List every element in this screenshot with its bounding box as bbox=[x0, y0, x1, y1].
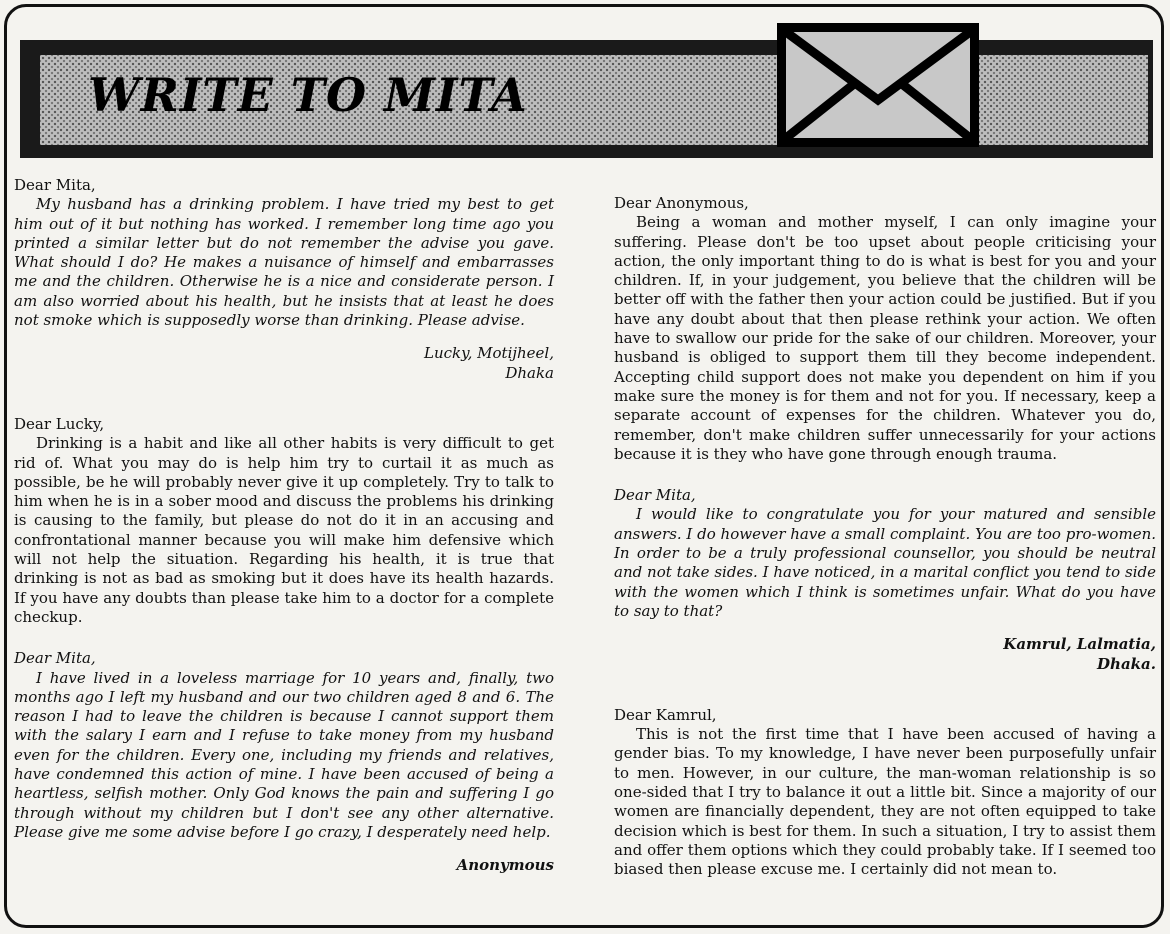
letter-signature-city: Dhaka. bbox=[1097, 654, 1156, 673]
letter-signature: Kamrul, Lalmatia, bbox=[1003, 635, 1156, 654]
reply-body: Drinking is a habit and like all other habits is very difficult to get rid of. What you may do is help him try to curtail it as much as possible, be he will probably never give it up completely. Try to talk to him when he is in a sober mood and discuss the problems his drinking is causing to the family, but please do not do it in an accusing and confrontational manner because you will make him defensive which will not help the situation. Regarding his health, it is true that drinking is not as bad as smoking but it does have its health hazards. If you have any doubts than please take him to a doctor for a complete checkup. bbox=[14, 434, 554, 626]
reply-body: This is not the first time that I have been accused of having a gender bias. To my knowledge, I have never been purposefully unfair to men. However, in our culture, the man-woman relationship is so one-sided that I try to balance it out a little bit. Since a majority of our women are financially dependent, they are not often equipped to take decision which is best for them. In such a situation, I try to assist them and offer them options which they could probably take. If I seemed too biased then please excuse me. I certainly did not mean to. bbox=[614, 725, 1156, 879]
right-column bbox=[614, 194, 1156, 880]
letter-salutation: Dear Mita, bbox=[14, 649, 96, 668]
reply-salutation: Dear Anonymous, bbox=[614, 194, 749, 212]
reply-body: Being a woman and mother myself, I can only imagine your suffering. Please don't be too upset about people criticising your action, the only important thing to do is what is best for you and your children. If, in your judgement, you believe that the children will be better off with the father then your action could be justified. But if you have any doubt about that then please rethink your action. We often have to swallow our pride for the sake of our children. Moreover, your husband is obliged to support them till they become independent. Accepting child support does not make you dependent on him if you make sure the money is for them and not for you. If necessary, keep a separate account of expenses for the children. Whatever you do, remember, don't make children suffer unnecessarily for your actions because it is they who have gone through enough trauma. bbox=[614, 213, 1156, 463]
left-column bbox=[14, 176, 554, 876]
letter-signature-city: Dhaka bbox=[505, 363, 554, 382]
letter-salutation: Dear Mita, bbox=[614, 486, 696, 505]
letter-signature: Anonymous bbox=[456, 856, 554, 875]
letter-signature: Lucky, Motijheel, bbox=[424, 344, 554, 363]
column-title: WRITE TO MITA bbox=[88, 68, 528, 122]
letter-body: My husband has a drinking problem. I have tried my best to get him out of it but nothing has worked. I remember long time ago you printed a similar letter but do not remember the advise you gave. What should I do? He makes a nuisance of himself and embarrasses me and the children. Otherwise he is a nice and considerate person. I am also worried about his health, but he insists that at least he does not smoke which is supposedly worse than drinking. Please advise. bbox=[14, 195, 554, 330]
letter-body: I would like to congratulate you for your matured and sensible answers. I do however have a small complaint. You are too pro-women. In order to be a truly professional counsellor, you should be neutral and not take sides. I have noticed, in a marital conflict you tend to side with the women which I think is sometimes unfair. What do you have to say to that? bbox=[614, 505, 1156, 620]
letter-salutation: Dear Mita, bbox=[14, 176, 96, 194]
reply-salutation: Dear Kamrul, bbox=[614, 705, 717, 724]
reply-salutation: Dear Lucky, bbox=[14, 414, 105, 433]
envelope-icon bbox=[772, 18, 984, 152]
letter-body: I have lived in a loveless marriage for 10 years and, finally, two months ago I left my husband and our two children aged 8 and 6. The reason I had to leave the children is because I cannot support them with the salary I earn and I refuse to take money from my husband even for the children. Every one, including my friends and relatives, have condemned this action of mine. I have been accused of being a heartless, selfish mother. Only God knows the pain and suffering I go through without my children but I don't see any other alternative. Please give me some advise before I go crazy, I desperately need help. bbox=[14, 668, 554, 841]
